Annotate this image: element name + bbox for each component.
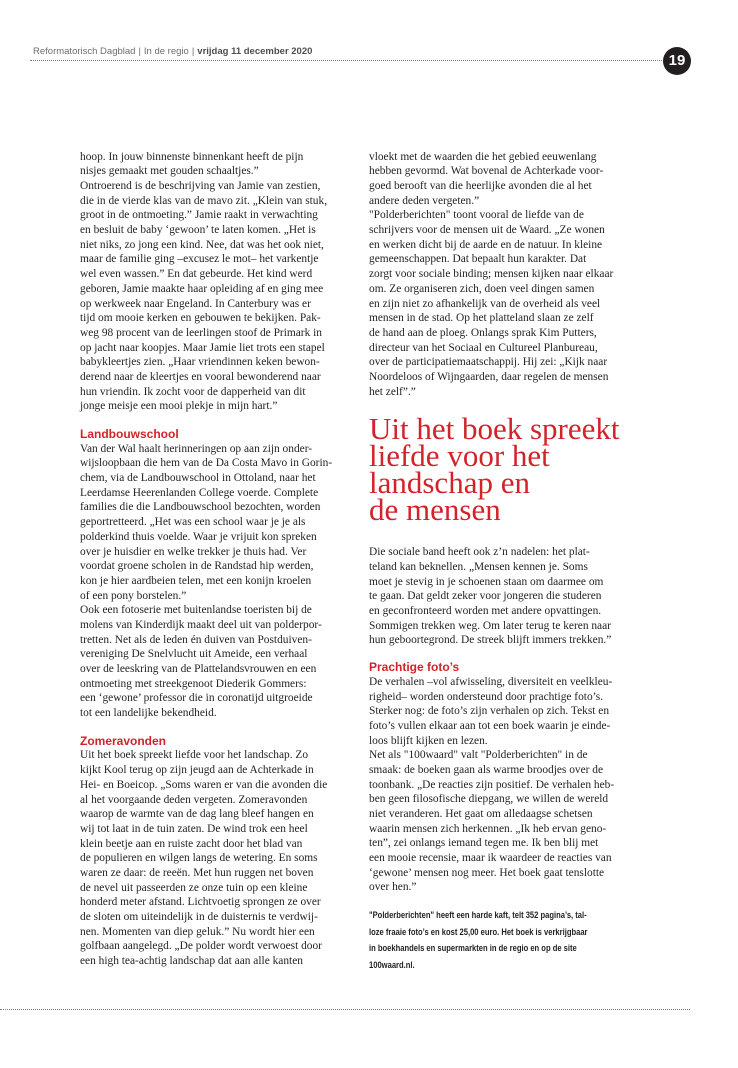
- text-line: hun vriendin. Ik zocht voor de dapperheid van dit: [80, 385, 306, 398]
- text-line: hun geboortegrond. De streek blijft immers trekken.”: [369, 634, 612, 647]
- text-line: chem, via de Landbouwschool in Ottoland, naar het: [80, 472, 316, 485]
- text-line: de populieren en wilgen langs de wetering. En soms: [80, 852, 318, 865]
- publication-name: Reformatorisch Dagblad: [33, 46, 136, 57]
- text-line: een high tea-achtig landschap dat aan alle kanten: [80, 955, 303, 968]
- text-line: over de participatiemaatschappij. Hij zei: „Kijk naar: [369, 356, 608, 369]
- text-line: groot in de ontmoeting.” Jamie raakt in verwachting: [80, 209, 318, 222]
- section-name: In de regio: [143, 46, 189, 57]
- text-line: polderkind thuis voelde. Waar je vrijuit kon spreken: [80, 530, 317, 543]
- header-separator: |: [138, 46, 141, 57]
- text-line: Ontroerend is de beschrijving van Jamie van zestien,: [80, 180, 321, 193]
- text-line: en zijn niet zo afhankelijk van de overheid als veel: [369, 297, 601, 310]
- footer-dotted-rule: [0, 1009, 690, 1010]
- text-line: tijd om mooie kerken en gebouwen te bekijken. Pak-: [80, 312, 321, 325]
- text-line: teland kan beknellen. „Mensen kennen je. Soms: [369, 561, 588, 574]
- text-line: de sloten om uiteindelijk in de duisternis te verdwij-: [80, 911, 318, 924]
- text-line: vereniging De Snelvlucht uit Ameide, een verhaal: [80, 648, 308, 661]
- text-line: wij tot laat in de tuin zaten. De wind trok een heel: [80, 822, 308, 835]
- text-line: nen. Momenten van diep geluk.” Nu wordt hier een: [80, 925, 315, 938]
- text-line: waarin mensen zich herkennen. „Ik heb ervan geno-: [369, 822, 607, 835]
- paragraph: [80, 179, 348, 414]
- pull-quote: [369, 411, 637, 528]
- paragraph: [369, 748, 637, 895]
- text-line: directeur van het Sociaal en Cultureel Planbureau,: [369, 341, 598, 354]
- text-line: te gaan. Dat geldt zeker voor jongeren die studeren: [369, 590, 602, 603]
- text-line: hebben gevormd. Wat bovenal de Achterkade voor-: [369, 165, 604, 178]
- pull-quote-line: Uit het boek spreekt: [369, 411, 620, 447]
- text-line: righeid– worden ondersteund door prachtige foto’s.: [369, 690, 604, 703]
- text-line: toonbank. „De reacties zijn positief. De verhalen heb-: [369, 778, 615, 791]
- paragraph: [80, 150, 348, 179]
- book-info-line: loze fraaie foto’s en kost 25,00 euro. Het boek is verkrijgbaar: [369, 926, 588, 938]
- text-line: families die die Landbouwschool bezochten, worden: [80, 501, 321, 514]
- book-info-line: "Polderberichten" heeft een harde kaft, telt 352 pagina’s, tal-: [369, 910, 587, 922]
- text-line: om. Ze organiseren zich, doen veel dingen samen: [369, 282, 595, 295]
- subheading-landbouwschool: Landbouwschool: [80, 427, 179, 442]
- text-line: en werken dicht bij de aarde en de natuur. In kleine: [369, 238, 603, 251]
- text-line: niet niks, zo jong een kind. Nee, dat was het ook niet,: [80, 238, 324, 251]
- book-info-line: 100waard.nl.: [369, 959, 415, 971]
- text-line: op jacht naar koopjes. Maar Jamie liet trots een stapel: [80, 341, 325, 354]
- left-column: [80, 150, 348, 969]
- text-line: ontmoeting met streekgenoot Diederik Gommers:: [80, 677, 307, 690]
- text-line: Net als "100waard" valt "Polderberichten" in de: [369, 749, 588, 762]
- text-line: nisjes gemaakt met gouden schaaltjes.”: [80, 165, 259, 178]
- text-line: vloekt met de waarden die het gebied eeuwenlang: [369, 150, 597, 163]
- text-line: die in de vierde klas van de mavo zit. „Klein van stuk,: [80, 194, 328, 207]
- header-dotted-rule: [30, 60, 662, 61]
- text-line: andere deden vergeten.”: [369, 194, 480, 207]
- text-line: De verhalen –vol afwisseling, diversiteit en veelkleu-: [369, 675, 613, 688]
- text-line: ten”, zei onlangs iemand tegen me. Ik ben blij met: [369, 837, 599, 850]
- text-line: tretten. Net als de leden én duiven van Postduiven-: [80, 633, 312, 646]
- text-line: wijsloopbaan die hem van de Da Costa Mavo in Gorin-: [80, 457, 333, 470]
- text-line: over hen.”: [369, 881, 417, 894]
- right-column: [369, 150, 637, 975]
- text-line: Sommigen trekken weg. Om later terug te keren naar: [369, 619, 611, 632]
- text-line: Die sociale band heeft ook z’n nadelen: het plat-: [369, 546, 590, 559]
- pull-quote-line: de mensen: [369, 492, 501, 528]
- page-number-badge: 19: [663, 47, 691, 75]
- text-line: foto’s vullen elkaar aan tot een boek waarin je einde-: [369, 719, 611, 732]
- text-line: een mooie recensie, maar ik waardeer de reacties van: [369, 852, 612, 865]
- text-line: en besluit de baby ‘gewoon’ te laten komen. „Het is: [80, 224, 316, 237]
- text-line: kijkt Kool terug op zijn jeugd aan de Achterkade in: [80, 764, 314, 777]
- issue-date: vrijdag 11 december 2020: [197, 46, 313, 57]
- text-line: het zelf”.”: [369, 385, 416, 398]
- text-line: Noordeloos of Wijngaarden, daar regelen de mensen: [369, 370, 609, 383]
- text-line: kon je hier aardbeien telen, met een konijn kroelen: [80, 574, 312, 587]
- text-line: goed berooft van die heerlijke avonden die al het: [369, 180, 592, 193]
- text-line: smaak: de boeken gaan als warme broodjes over de: [369, 763, 604, 776]
- book-info-line: in boekhandels en supermarkten in de regio en op de site: [369, 943, 577, 955]
- text-line: zorgt voor sociale binding; mensen kijken naar elkaar: [369, 268, 614, 281]
- text-line: voordat groene scholen in de Randstad hip werden,: [80, 560, 314, 573]
- subheading-zomeravonden: Zomeravonden: [80, 733, 167, 748]
- text-line: golfbaan aangelegd. „De polder wordt verwoest door: [80, 940, 322, 953]
- text-line: "Polderberichten" toont vooral de liefde van de: [369, 209, 584, 222]
- book-info-box: [369, 908, 637, 974]
- text-line: molens van Kinderdijk maakt deel uit van polderpor-: [80, 618, 322, 631]
- paragraph: [369, 675, 637, 748]
- text-line: de hand aan de ploeg. Onlangs sprak Kim Putters,: [369, 326, 597, 339]
- text-line: jonge meisje een mooi plekje in mijn hart.”: [80, 400, 278, 413]
- text-line: weg 98 procent van de leerlingen stoof de Primark in: [80, 326, 322, 339]
- paragraph: [80, 442, 348, 604]
- text-line: ‘gewone’ mensen nog meer. Het boek gaat tenslotte: [369, 866, 605, 879]
- text-line: Ook een fotoserie met buitenlandse toeristen bij de: [80, 604, 312, 617]
- text-line: over je huisdier en welke trekker je thuis had. Ver: [80, 545, 307, 558]
- text-line: en geconfronteerd worden met andere opvattingen.: [369, 605, 602, 618]
- text-line: honderd meter afstand. Lichtvoetig sprongen ze over: [80, 896, 321, 909]
- paragraph: [369, 150, 637, 209]
- paragraph: [80, 748, 348, 968]
- text-line: maar de familie ging –excusez le mot– het varkentje: [80, 253, 319, 266]
- text-line: geportretteerd. „Het was een school waar je je als: [80, 516, 306, 529]
- text-line: Hei- en Boeicop. „Soms waren er van die avonden die: [80, 778, 328, 791]
- text-line: derend naar de kleertjes en vooral bewonderend naar: [80, 370, 321, 383]
- text-line: moet je stevig in je schoenen staan om daarmee om: [369, 575, 604, 588]
- text-line: Leerdamse Heerenlanden College voerde. Complete: [80, 486, 319, 499]
- text-line: ben geen filosofische diepgang, we willen de wereld: [369, 793, 609, 806]
- subheading-prachtige-fotos: Prachtige foto’s: [369, 660, 460, 675]
- text-line: babykleertjes zien. „Haar vriendinnen keken bewon-: [80, 356, 320, 369]
- text-line: niet veranderen. Het gaat om alledaagse schetsen: [369, 808, 593, 821]
- header-separator: |: [191, 46, 195, 57]
- text-line: Sterker nog: de foto’s zijn verhalen op zich. Tekst en: [369, 705, 610, 718]
- paragraph: [80, 603, 348, 721]
- text-line: hoop. In jouw binnenste binnenkant heeft de pijn: [80, 150, 304, 163]
- text-line: over de leeskring van de Plattelandsvrouwen en een: [80, 663, 317, 676]
- pull-quote-line: liefde voor het: [369, 438, 550, 474]
- text-line: wel even wassen.” En dat gebeurde. Het kind werd: [80, 268, 313, 281]
- text-line: mensen in de stad. Op het platteland slaan ze zelf: [369, 312, 594, 325]
- pull-quote-line: landschap en: [369, 465, 530, 501]
- text-line: tot een landelijke bekendheid.: [80, 707, 217, 720]
- text-line: waarop de warmte van de dag lang bleef hangen en: [80, 808, 314, 821]
- text-line: al het voorgaande deden vergeten. Zomeravonden: [80, 793, 308, 806]
- text-line: op werkweek naar Engeland. In Canterbury was er: [80, 297, 311, 310]
- text-line: schrijvers voor de mensen uit de Waard. „Ze wonen: [369, 224, 605, 237]
- paragraph: [369, 208, 637, 399]
- text-line: Uit het boek spreekt liefde voor het landschap. Zo: [80, 749, 309, 762]
- text-line: waren ze daar: de reeën. Met hun ruggen net boven: [80, 866, 314, 879]
- text-line: Van der Wal haalt herinneringen op aan zijn onder-: [80, 442, 313, 455]
- running-header: [33, 46, 312, 58]
- text-line: klein beetje aan en ruiste zacht door het blad van: [80, 837, 303, 850]
- text-line: loos blijft kijken en lezen.: [369, 734, 488, 747]
- text-line: geboren, Jamie maakte haar opleiding af en ging mee: [80, 282, 324, 295]
- text-line: gemeenschappen. Dat bepaalt hun karakter. Dat: [369, 253, 587, 266]
- text-line: of een pony borstelen.”: [80, 589, 187, 602]
- paragraph: [369, 545, 637, 648]
- text-line: een ‘gewone’ professor die in coronatijd uitgroeide: [80, 692, 313, 705]
- text-line: de nevel uit passeerden ze onze tuin op een kleine: [80, 881, 308, 894]
